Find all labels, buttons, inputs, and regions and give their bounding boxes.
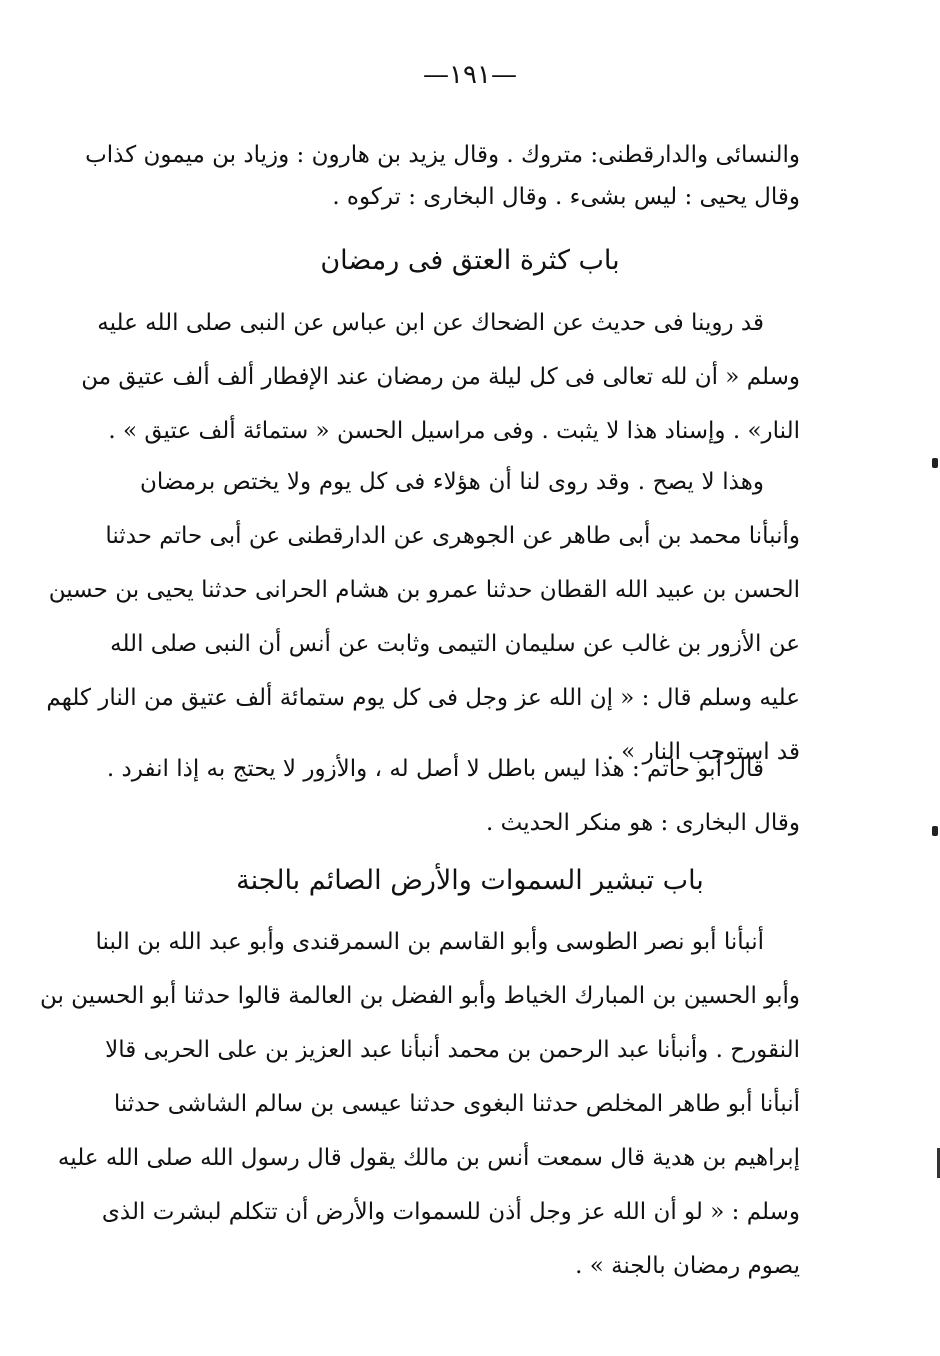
page-number: —١٩١—: [423, 60, 517, 90]
text-line: وهذا لا يصح . وقد روى لنا أن هؤلاء فى كل يوم ولا يختص برمضان: [140, 469, 764, 495]
section-heading-heavens-earth-glad-tidings: باب تبشير السموات والأرض الصائم بالجنة: [236, 865, 704, 896]
text-line: قال أبو حاتم : هذا ليس باطل لا أصل له ، والأزور لا يحتج به إذا انفرد .: [106, 756, 764, 782]
text-line: وأبو الحسين بن المبارك الخياط وأبو الفضل بن العالمة قالوا حدثنا أبو الحسين بن: [39, 983, 800, 1009]
text-line: والنسائى والدارقطنى: متروك . وقال يزيد بن هارون : وزياد بن ميمون كذاب: [85, 142, 800, 168]
text-line: قد روينا فى حديث عن الضحاك عن ابن عباس عن النبى صلى الله عليه: [97, 310, 764, 336]
section1-paragraph1: [81, 296, 800, 458]
text-line: عن الأزور بن غالب عن سليمان التيمى وثابت عن أنس أن النبى صلى الله: [110, 631, 800, 657]
text-line: أنبأنا أبو طاهر المخلص حدثنا البغوى حدثنا عيسى بن سالم الشاشى حدثنا: [113, 1091, 800, 1117]
text-line: النقورح . وأنبأنا عبد الرحمن بن محمد أنبأنا عبد العزيز بن على الحربى قالا: [105, 1037, 800, 1063]
text-line: أنبأنا أبو نصر الطوسى وأبو القاسم بن السمرقندى وأبو عبد الله بن البنا: [95, 929, 764, 955]
scan-margin-mark: [932, 826, 938, 836]
text-line: عليه وسلم قال : « إن الله عز وجل فى كل يوم ستمائة ألف عتيق من النار كلهم: [46, 685, 800, 711]
section-heading-ramadan-manumission: باب كثرة العتق فى رمضان: [320, 245, 620, 276]
text-line: النار» . وإسناد هذا لا يثبت . وفى مراسيل الحسن « ستمائة ألف عتيق » .: [108, 418, 800, 444]
text-line: الحسن بن عبيد الله القطان حدثنا عمرو بن هشام الحرانى حدثنا يحيى بن حسين: [48, 577, 800, 603]
top-paragraph: [85, 128, 800, 224]
section2-paragraph1: [39, 915, 800, 1293]
text-line: وقال يحيى : ليس بشىء . وقال البخارى : تركوه .: [332, 184, 800, 210]
text-line: وأنبأنا محمد بن أبى طاهر عن الجوهرى عن الدارقطنى عن أبى حاتم حدثنا: [105, 523, 800, 549]
text-line: قد استوجب النار » .: [606, 739, 800, 765]
scan-margin-mark: [932, 458, 938, 468]
section1-paragraph3: [106, 742, 800, 850]
text-line: إبراهيم بن هدية قال سمعت أنس بن مالك يقول قال رسول الله صلى الله عليه: [57, 1145, 800, 1171]
section1-paragraph2: [46, 455, 800, 779]
text-line: وسلم « أن لله تعالى فى كل ليلة من رمضان عند الإفطار ألف ألف عتيق من: [81, 364, 800, 390]
text-line: يصوم رمضان بالجنة » .: [575, 1253, 800, 1279]
text-line: وسلم : « لو أن الله عز وجل أذن للسموات والأرض أن تتكلم لبشرت الذى: [101, 1199, 800, 1225]
text-line: وقال البخارى : هو منكر الحديث .: [485, 810, 800, 836]
